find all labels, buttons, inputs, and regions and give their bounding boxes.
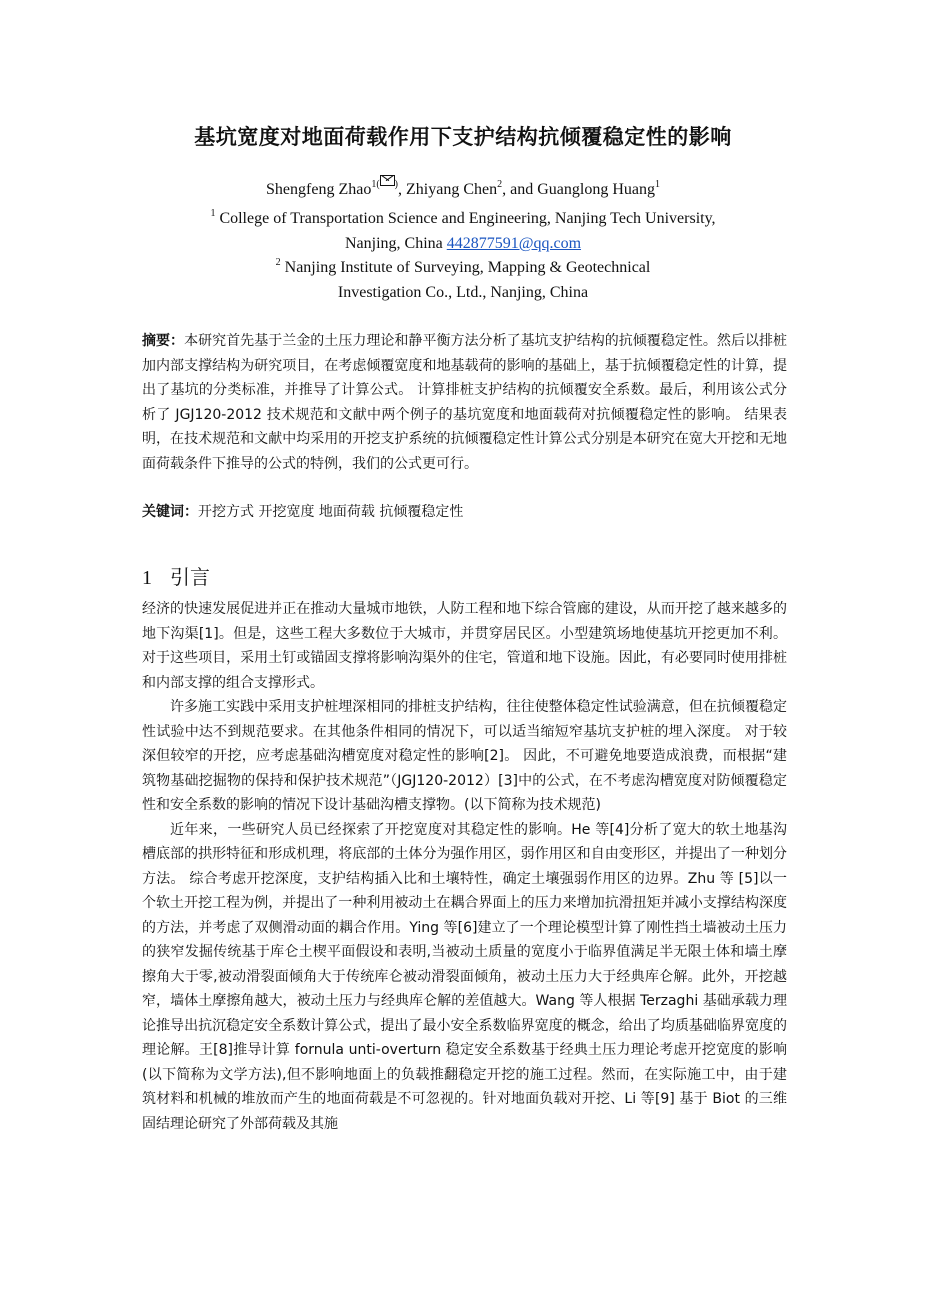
author-1-affil-sup: 1( ) bbox=[371, 179, 398, 190]
section-body bbox=[142, 597, 787, 1136]
section-heading bbox=[142, 561, 210, 590]
email-link[interactable]: 442877591@qq.com bbox=[446, 235, 582, 252]
author-2-affil-sup: 2 bbox=[497, 179, 503, 190]
affiliation-1-line-2: Nanjing, China 442877591@qq.com bbox=[344, 235, 582, 252]
paragraph: 许多施工实践中采用支护桩埋深相同的排桩支护结构，往往使整体稳定性试验满意，但在抗倾覆稳定性试验中达不到规范要求。在其他条件相同的情况下，可以适当缩短窄基坑支护桩的埋入深度。 对于较深但较窄的开挖，应考虑基础沟槽宽度对稳定性的影响[2]。 因此，不可避免地要造成浪费，而根据“建筑物基础挖掘物的保持和保护技术规范”（JGJ120-2012）[3]中的公式，在不考虑沟槽宽度对防倾覆稳定性和安全系数的影响的情况下设计基础沟槽支撑物。(以下简称为技术规范) bbox=[142, 699, 787, 813]
section-title: 引言 bbox=[170, 565, 210, 589]
author-3-affil-sup: 1 bbox=[654, 179, 660, 190]
keywords-text: 开挖方式 开挖宽度 地面荷载 抗倾覆稳定性 bbox=[198, 504, 464, 520]
abstract-label: 摘要： bbox=[142, 333, 185, 349]
abstract bbox=[142, 329, 787, 476]
paragraph: 经济的快速发展促进并正在推动大量城市地铁，人防工程和地下综合管廊的建设，从而开挖了越来越多的地下沟渠[1]。但是，这些工程大多数位于大城市，并贯穿居民区。小型建筑场地使基坑开挖更加不利。对于这些项目，采用土钉或锚固支撑将影响沟渠外的住宅，管道和地下设施。因此，有必要同时使用排桩和内部支撑的组合支撑形式。 bbox=[142, 601, 787, 691]
affiliation-2-line-2: Investigation Co., Ltd., Nanjing, China bbox=[337, 284, 589, 301]
author-line: Shengfeng Zhao$^{1( )}$, Zhiyang Chen$^2$, and Guanglong Huang$^1$ bbox=[0, 175, 926, 199]
abstract-text: 本研究首先基于兰金的土压力理论和静平衡方法分析了基坑支护结构的抗倾覆稳定性。然后以排桩加内部支撑结构为研究项目，在考虑倾覆宽度和地基载荷的影响的基础上，基于抗倾覆稳定性的计算，提出了基坑的分类标准，并推导了计算公式。 计算排桩支护结构的抗倾覆安全系数。最后，利用该公式分析了 JGJ120-2012 技术规范和文献中两个例子的基坑宽度和地面载荷对抗倾覆稳定性的影响。 结果表明，在技术规范和文献中均采用的开挖支护系统的抗倾覆稳定性计算公式分别是本研究在宽大开挖和无地面荷载条件下推导的公式的特例，我们的公式更可行。 bbox=[142, 333, 788, 472]
keywords bbox=[142, 501, 463, 521]
author-3: Guanglong Huang bbox=[537, 181, 655, 198]
author-2: Zhiyang Chen bbox=[406, 181, 498, 198]
paragraph: 近年来，一些研究人员已经探索了开挖宽度对其稳定性的影响。He 等[4]分析了宽大的软土地基沟槽底部的拱形特征和形成机理，将底部的土体分为强作用区，弱作用区和自由变形区，并提出了一种划分方法。 综合考虑开挖深度，支护结构插入比和土壤特性，确定土壤强弱作用区的边界。Zhu 等 [5]以一个软土开挖工程为例，并提出了一种利用被动土在耦合界面上的压力来增加抗滑扭矩并减小支撑结构深度的方法，并考虑了双侧滑动面的耦合作用。Ying 等[6]建立了一个理论模型计算了刚性挡土墙被动土压力的狭窄发掘传统基于库仑土楔平面假设和表明,当被动土质量的宽度小于临界值满足半无限土体和墙土摩擦角大于零,被动滑裂面倾角大于传统库仑被动滑裂面倾角，被动土压力大于经典库仑解。此外，开挖越窄，墙体土摩擦角越大，被动土压力与经典库仑解的差值越大。Wang 等人根据 Terzaghi 基础承载力理论推导出抗沉稳定安全系数计算公式，提出了最小安全系数临界宽度的概念，给出了均质基础临界宽度的理论解。王[8]推导计算 fornula unti-overturn 稳定安全系数基于经典土压力理论考虑开挖宽度的影响(以下简称为文学方法),但不影响地面上的负载推翻稳定开挖的施工过程。然而，在实际施工中，由于建筑材料和机械的堆放而产生的地面荷载是不可忽视的。针对地面负载对开挖、Li 等[9] 基于 Biot 的三维固结理论研究了外部荷载及其施 bbox=[142, 821, 787, 1132]
envelope-icon bbox=[380, 175, 395, 186]
keywords-label: 关键词： bbox=[142, 504, 198, 520]
paper-title: 基坑宽度对地面荷载作用下支护结构抗倾覆稳定性的影响 bbox=[194, 125, 732, 149]
section-number: 1 bbox=[142, 567, 152, 589]
author-1: Shengfeng Zhao bbox=[266, 181, 372, 198]
affiliation-2-line-1: $^2$ Nanjing Institute of Surveying, Mapping & Geotechnical bbox=[275, 257, 651, 276]
affiliation-1-line-1: $^1$ College of Transportation Science and Engineering, Nanjing Tech University, bbox=[210, 208, 716, 227]
